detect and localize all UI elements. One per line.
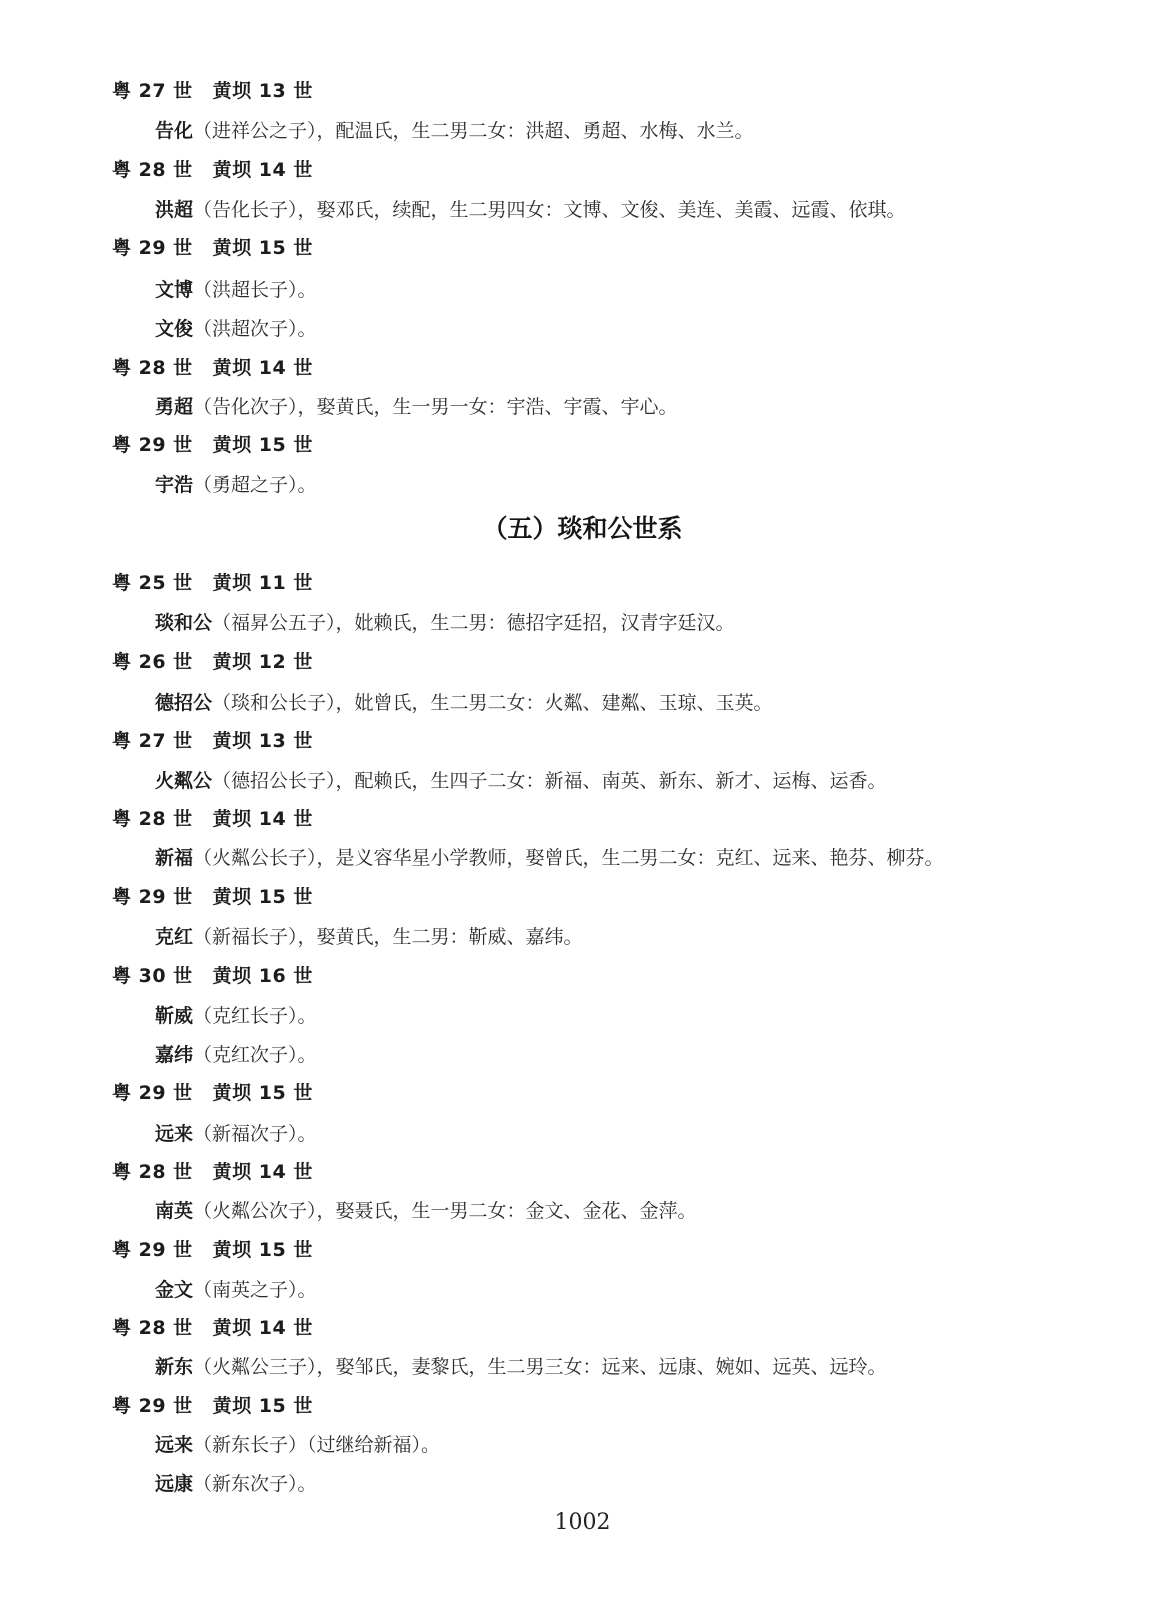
genealogy-entry (155, 1119, 317, 1146)
yue-generation: 粤 26 世 (112, 651, 193, 673)
person-name: 远来 (155, 1434, 194, 1456)
person-name: 新福 (155, 847, 194, 869)
yue-generation: 粤 29 世 (112, 1239, 193, 1261)
entry-text: （琰和公长子），妣曾氏，生二男二女：火粼、建粼、玉琼、玉英。 (212, 692, 773, 714)
yue-generation: 粤 29 世 (112, 1082, 193, 1104)
huangba-generation: 黄坝 15 世 (212, 1239, 313, 1261)
genealogy-entry (155, 116, 754, 143)
section-heading: （五）琰和公世系 (482, 514, 683, 543)
entry-text: （告化次子），娶黄氏，生一男一女：宇浩、宇霞、宇心。 (193, 396, 678, 418)
generation-label (112, 961, 313, 988)
yue-generation: 粤 28 世 (112, 1317, 193, 1339)
genealogy-entry (155, 1196, 697, 1223)
entry-text: （洪超次子）。 (193, 318, 317, 340)
generation-label (112, 155, 313, 182)
yue-generation: 粤 29 世 (112, 1395, 193, 1417)
generation-label (112, 1157, 313, 1184)
entry-text: （火粼公次子），娶聂氏，生一男二女：金文、金花、金萍。 (193, 1200, 697, 1222)
generation-label (112, 1313, 313, 1340)
yue-generation: 粤 25 世 (112, 572, 193, 594)
person-name: 远来 (155, 1123, 194, 1145)
genealogy-entry (155, 688, 773, 715)
entry-text: （新东次子）。 (193, 1473, 317, 1495)
yue-generation: 粤 28 世 (112, 357, 193, 379)
genealogy-entry (155, 1469, 317, 1496)
entry-text: （进祥公之子），配温氏，生二男二女：洪超、勇超、水梅、水兰。 (193, 120, 754, 142)
huangba-generation: 黄坝 14 世 (212, 357, 313, 379)
entry-text: （南英之子）。 (193, 1279, 317, 1301)
person-name: 金文 (155, 1279, 194, 1301)
genealogy-entry (155, 1040, 317, 1067)
generation-label (112, 233, 313, 260)
huangba-generation: 黄坝 16 世 (212, 965, 313, 987)
huangba-generation: 黄坝 14 世 (212, 808, 313, 830)
generation-label (112, 1235, 313, 1262)
yue-generation: 粤 29 世 (112, 886, 193, 908)
huangba-generation: 黄坝 11 世 (212, 572, 313, 594)
generation-label (112, 804, 313, 831)
genealogy-entry (155, 470, 317, 497)
person-name: 火粼公 (155, 770, 213, 792)
generation-label (112, 647, 313, 674)
yue-generation: 粤 28 世 (112, 1161, 193, 1183)
genealogy-entry (155, 1430, 440, 1457)
generation-label (112, 1391, 313, 1418)
yue-generation: 粤 29 世 (112, 434, 193, 456)
huangba-generation: 黄坝 15 世 (212, 886, 313, 908)
genealogy-entry (155, 608, 735, 635)
huangba-generation: 黄坝 15 世 (212, 434, 313, 456)
person-name: 勇超 (155, 396, 194, 418)
generation-label (112, 726, 313, 753)
entry-text: （告化长子），娶邓氏，续配，生二男四女：文博、文俊、美连、美霞、远霞、依琪。 (193, 199, 906, 221)
yue-generation: 粤 30 世 (112, 965, 193, 987)
huangba-generation: 黄坝 15 世 (212, 1395, 313, 1417)
person-name: 琰和公 (155, 612, 213, 634)
huangba-generation: 黄坝 14 世 (212, 1161, 313, 1183)
entry-text: （新福次子）。 (193, 1123, 317, 1145)
entry-text: （新福长子），娶黄氏，生二男：靳威、嘉纬。 (193, 926, 583, 948)
generation-label (112, 568, 313, 595)
genealogy-entry (155, 275, 317, 302)
generation-label (112, 430, 313, 457)
person-name: 南英 (155, 1200, 194, 1222)
generation-label (112, 353, 313, 380)
entry-text: （福昇公五子），妣赖氏，生二男：德招字廷招，汉青字廷汉。 (212, 612, 735, 634)
person-name: 远康 (155, 1473, 194, 1495)
entry-text: （火粼公长子），是义容华星小学教师，娶曾氏，生二男二女：克红、远来、艳芬、柳芬。 (193, 847, 944, 869)
yue-generation: 粤 27 世 (112, 730, 193, 752)
genealogy-entry (155, 314, 317, 341)
entry-text: （勇超之子）。 (193, 474, 317, 496)
person-name: 克红 (155, 926, 194, 948)
person-name: 靳威 (155, 1005, 194, 1027)
genealogy-entry (155, 392, 678, 419)
entry-text: （克红长子）。 (193, 1005, 317, 1027)
page-number: 1002 (554, 1510, 611, 1535)
entry-text: （克红次子）。 (193, 1044, 317, 1066)
yue-generation: 粤 27 世 (112, 80, 193, 102)
yue-generation: 粤 29 世 (112, 237, 193, 259)
genealogy-entry (155, 922, 583, 949)
entry-text: （火粼公三子），娶邹氏，妻黎氏，生二男三女：远来、远康、婉如、远英、远玲。 (193, 1356, 887, 1378)
generation-label (112, 1078, 313, 1105)
huangba-generation: 黄坝 12 世 (212, 651, 313, 673)
huangba-generation: 黄坝 14 世 (212, 159, 313, 181)
huangba-generation: 黄坝 13 世 (212, 80, 313, 102)
entry-text: （新东长子）（过继给新福）。 (193, 1434, 441, 1456)
yue-generation: 粤 28 世 (112, 159, 193, 181)
genealogy-entry (155, 1275, 317, 1302)
genealogy-entry (155, 1001, 317, 1028)
person-name: 嘉纬 (155, 1044, 194, 1066)
generation-label (112, 882, 313, 909)
huangba-generation: 黄坝 15 世 (212, 1082, 313, 1104)
person-name: 告化 (155, 120, 194, 142)
person-name: 洪超 (155, 199, 194, 221)
person-name: 宇浩 (155, 474, 194, 496)
huangba-generation: 黄坝 15 世 (212, 237, 313, 259)
person-name: 德招公 (155, 692, 213, 714)
genealogy-entry (155, 1352, 887, 1379)
huangba-generation: 黄坝 13 世 (212, 730, 313, 752)
huangba-generation: 黄坝 14 世 (212, 1317, 313, 1339)
entry-text: （德招公长子），配赖氏，生四子二女：新福、南英、新东、新才、运梅、运香。 (212, 770, 887, 792)
person-name: 文俊 (155, 318, 194, 340)
genealogy-entry (155, 195, 906, 222)
generation-label (112, 76, 313, 103)
genealogy-entry (155, 766, 887, 793)
entry-text: （洪超长子）。 (193, 279, 317, 301)
person-name: 新东 (155, 1356, 194, 1378)
yue-generation: 粤 28 世 (112, 808, 193, 830)
person-name: 文博 (155, 279, 194, 301)
genealogy-entry (155, 843, 944, 870)
